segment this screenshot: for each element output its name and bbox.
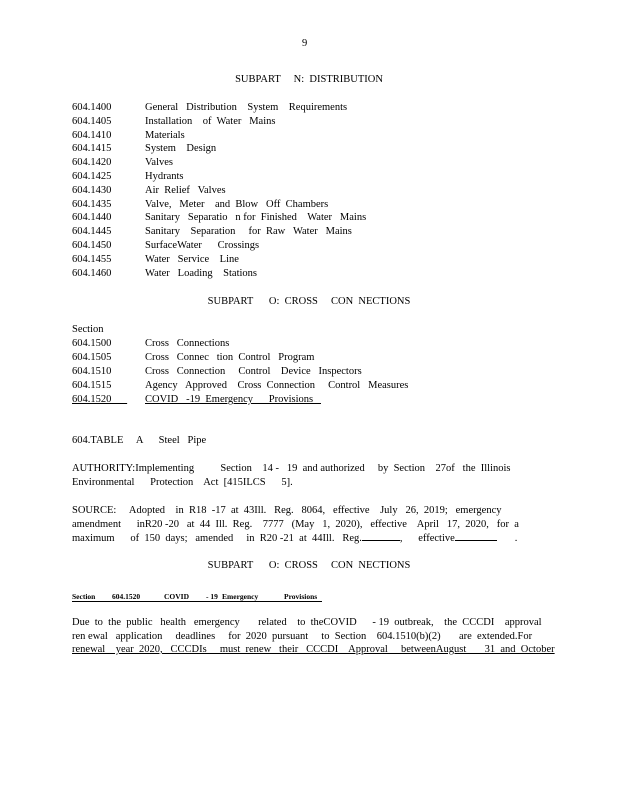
- effective-blank: [455, 531, 497, 541]
- section-header-covid: COVID: [164, 592, 190, 601]
- section-number: 604.1455: [72, 253, 112, 265]
- reg-blank: [362, 531, 400, 541]
- source-line-3-period: .: [514, 533, 518, 544]
- section-number: 604.1520: [72, 394, 128, 405]
- section-number: 604.1415: [72, 143, 112, 155]
- source-line-1: SOURCE: Adopted in R18 -17 at 43Ill. Reg. 8064, effective July 26, 2019; emergency: [72, 505, 502, 516]
- section-title: Agency Approved Cross Connection Control Measures: [145, 380, 409, 391]
- section-number: 604.1405: [72, 115, 112, 127]
- section-title: Cross Connec tion Control Program: [145, 352, 315, 363]
- section-title: Materials: [145, 129, 185, 141]
- body-line-3: renewal year 2020, CCCDIs must renew their CCCDI Approval betweenAugust 31 and October: [72, 644, 555, 655]
- section-title: Hydrants: [145, 171, 184, 182]
- authority-line-1: AUTHORITY:Implementing Section 14 - 19 and authorized by Section 27of the Illinois: [72, 463, 511, 474]
- section-number: 604.1430: [72, 184, 112, 196]
- section-header-emergency: Emergency: [222, 592, 259, 601]
- section-number: 604.1410: [72, 129, 112, 141]
- section-number: 604.1420: [72, 157, 112, 169]
- section-title: Sanitary Separatio n for Finished Water Mains: [145, 212, 367, 224]
- section-title: Sanitary Separation for Raw Water Mains: [145, 226, 352, 238]
- section-number: 604.1500: [72, 338, 112, 349]
- section-title: Cross Connection Control Device Inspectors: [145, 366, 362, 377]
- section-title: Valves: [145, 157, 173, 169]
- table-line: 604.TABLE A Steel Pipe: [72, 435, 207, 446]
- section-title: SurfaceWater Crossings: [145, 240, 260, 251]
- authority-line-2: Environmental Protection Act [415ILCS 5].: [72, 476, 293, 488]
- subpart-o-repeat-heading: SUBPART O: CROSS CON NECTIONS: [207, 560, 411, 571]
- section-number: 604.1450: [72, 240, 112, 251]
- section-number: 604.1440: [72, 212, 112, 224]
- page-number: 9: [302, 38, 308, 49]
- subpart-o-heading: SUBPART O: CROSS CON NECTIONS: [207, 296, 411, 307]
- section-header-num: 604.1520: [112, 592, 141, 601]
- section-number: 604.1400: [72, 102, 112, 113]
- section-header-provisions: Provisions: [284, 592, 318, 601]
- source-line-3: [72, 531, 542, 546]
- authority-paragraph: [72, 462, 542, 489]
- section-number: 604.1505: [72, 352, 112, 363]
- section-title: Installation of Water Mains: [145, 115, 276, 127]
- section-number: 604.1515: [72, 380, 112, 391]
- body-line-2: ren ewal application deadlines for 2020 pursuant to Section 604.1510(b)(2) are extended.For: [72, 630, 533, 642]
- section-title: COVID -19 Emergency Provisions: [145, 394, 321, 405]
- source-line-2: amendment inR20 -20 at 44 Ill. Reg. 7777 (May 1, 2020), effective April 17, 2020, for a: [72, 518, 519, 530]
- source-paragraph: [72, 504, 542, 546]
- section-label: Section: [72, 324, 104, 335]
- section-number: 604.1460: [72, 267, 112, 279]
- source-line-3-effective: , effective: [399, 533, 455, 544]
- section-number: 604.1510: [72, 366, 112, 377]
- section-number: 604.1425: [72, 171, 112, 182]
- section-title: Valve, Meter and Blow Off Chambers: [145, 198, 329, 210]
- body-line-1: Due to the public health emergency related to theCOVID - 19 outbreak, the CCCDI approval: [72, 617, 542, 628]
- section-header-section: Section: [72, 592, 96, 601]
- section-title: System Design: [145, 143, 217, 155]
- section-title: Water Service Line: [145, 253, 239, 265]
- section-header-dash: - 19: [206, 592, 218, 601]
- body-paragraph: [72, 616, 555, 657]
- section-number: 604.1445: [72, 226, 112, 238]
- section-title: Water Loading Stations: [145, 267, 258, 279]
- source-line-3-text: maximum of 150 days; amended in R20 -21 at 44Ill. Reg.: [72, 533, 362, 544]
- section-title: General Distribution System Requirements: [145, 102, 348, 113]
- section-title: Air Relief Valves: [145, 184, 226, 196]
- section-title: Cross Connections: [145, 338, 230, 349]
- subpart-n-heading: SUBPART N: DISTRIBUTION: [235, 74, 383, 85]
- section-number: 604.1435: [72, 198, 112, 210]
- section-header: [72, 590, 322, 602]
